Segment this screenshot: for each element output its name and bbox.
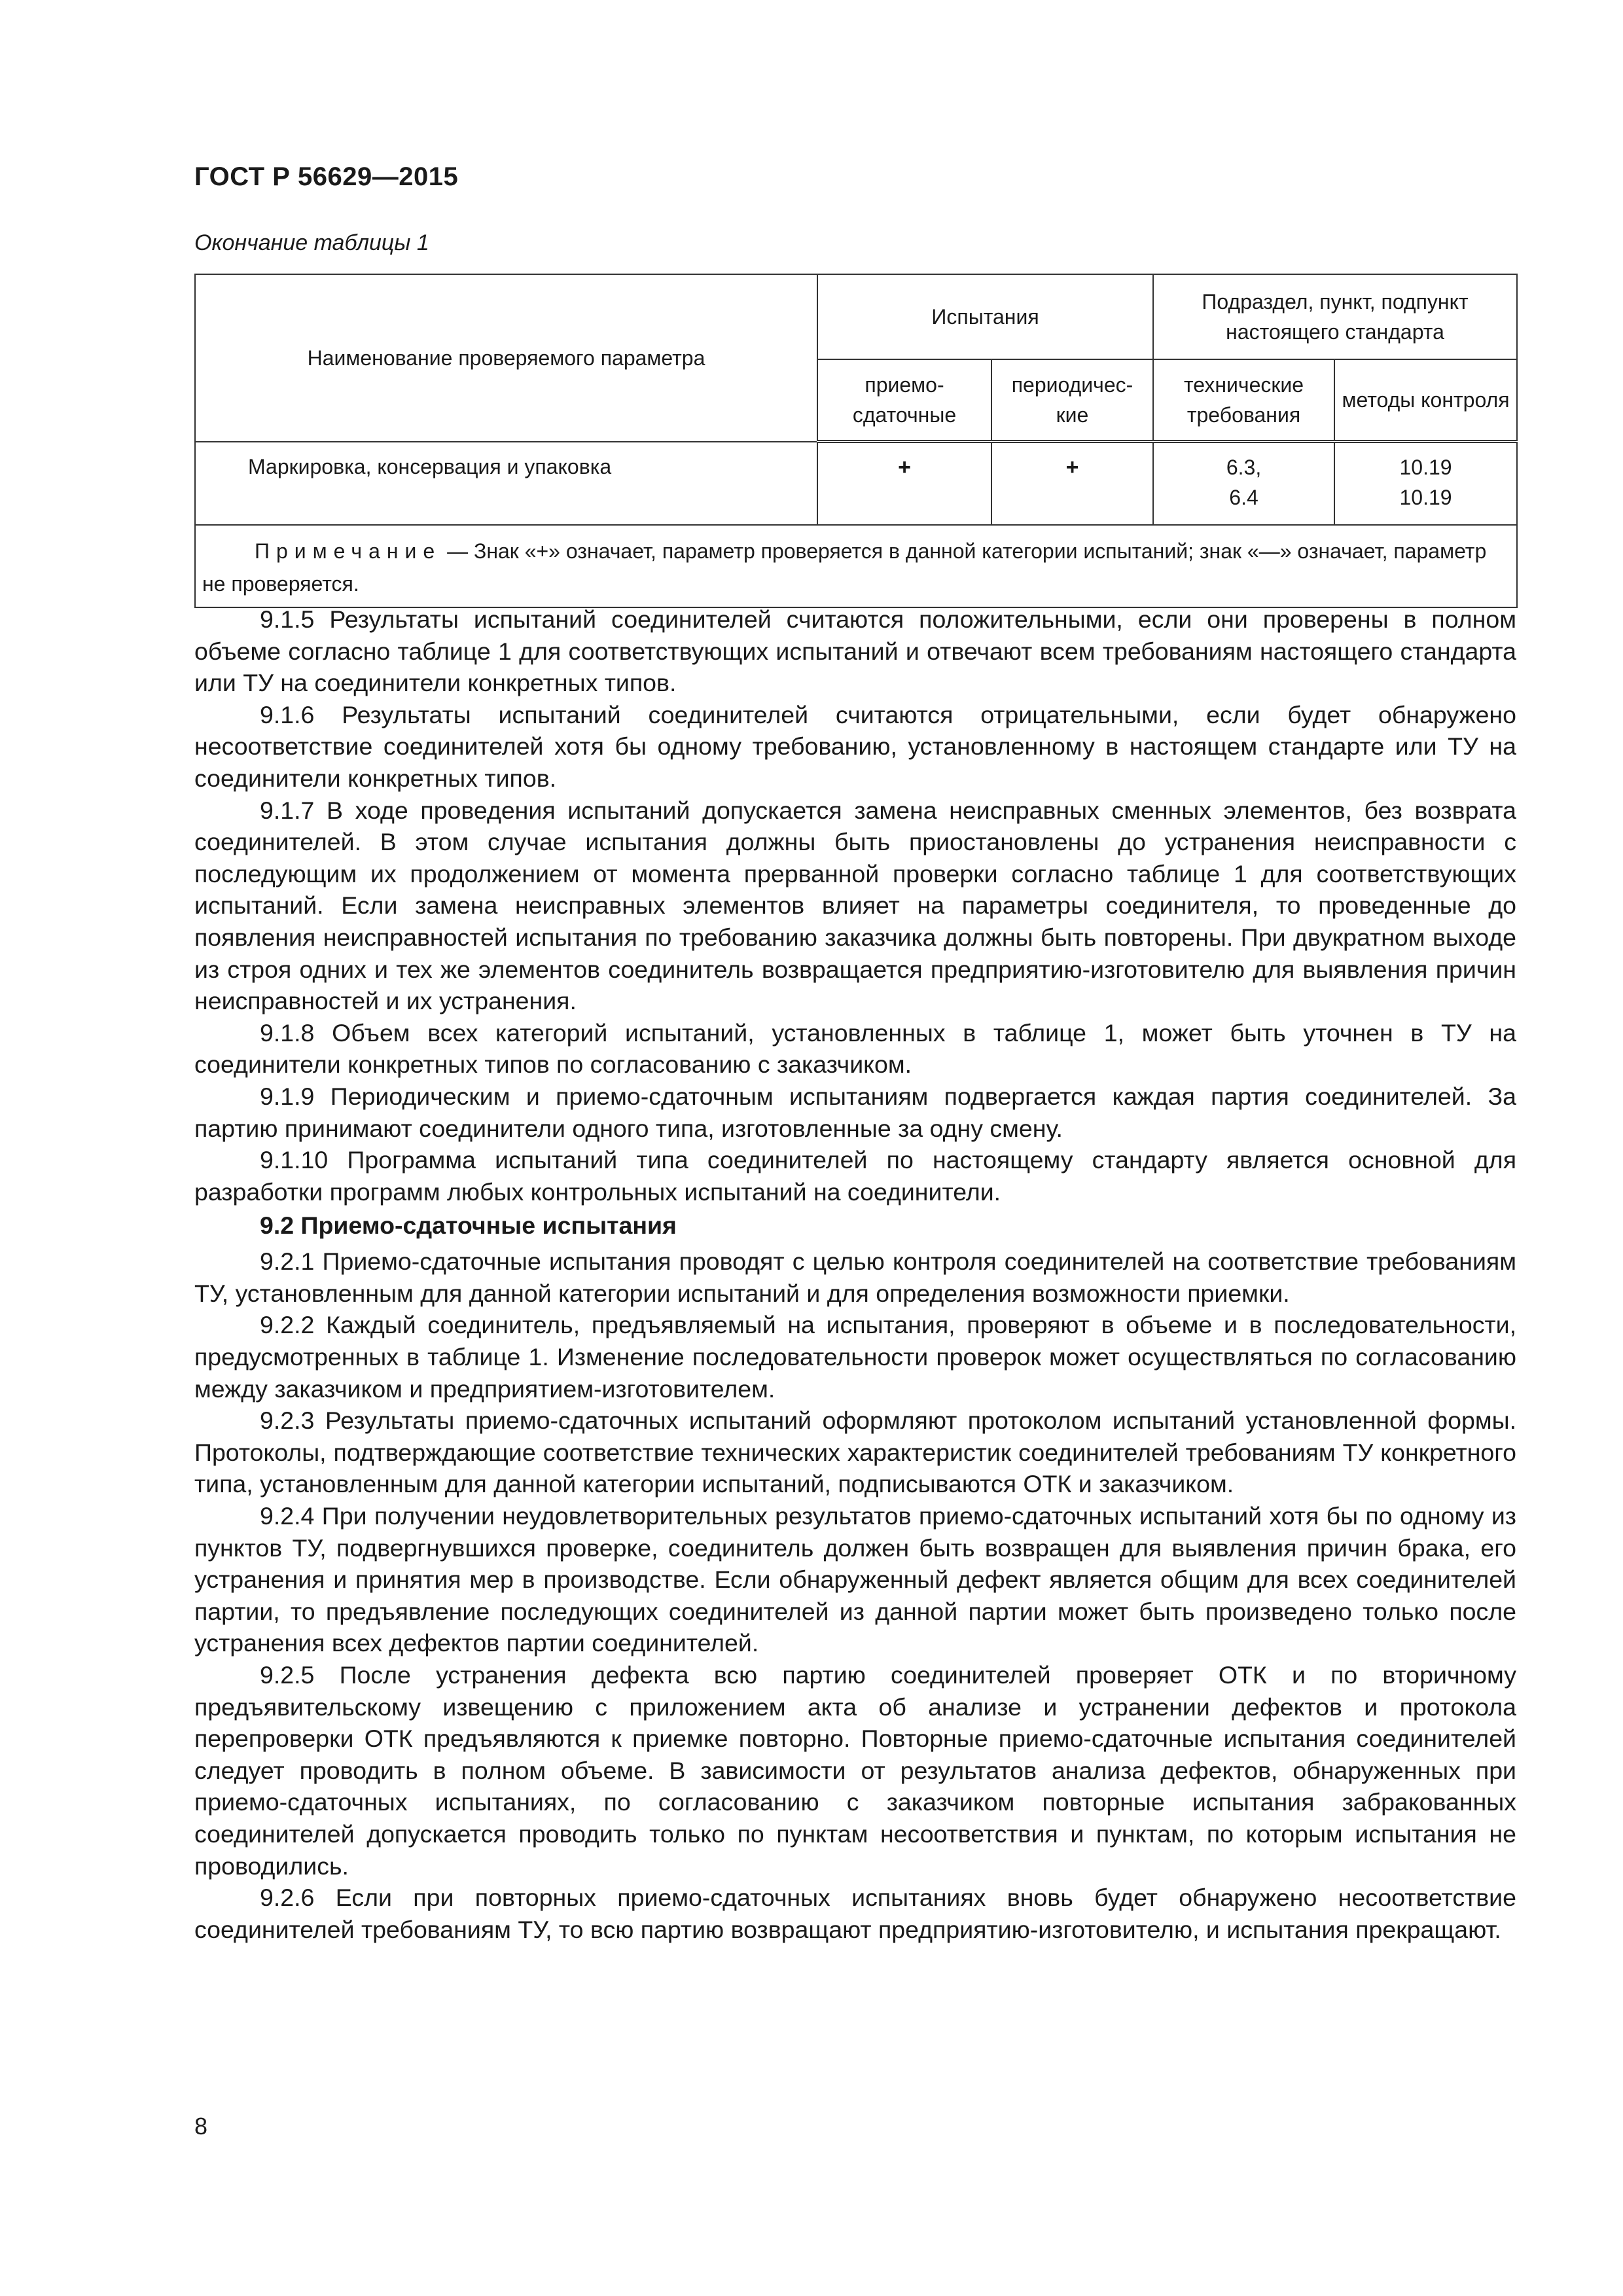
table-note-row	[195, 525, 1517, 607]
note-label: Примечание	[255, 539, 442, 563]
row-acceptance-mark	[817, 442, 991, 526]
paragraph-9-2-3: 9.2.3 Результаты приемо-сдаточных испытаний оформляют протоколом испытаний установленной формы. Протоколы, подтверждающие соответствие технических характеристик соединителей требованиям ТУ конкретного типа, установленным для данной категории испытаний, подписываются ОТК и заказчиком.	[194, 1407, 1516, 1498]
header-parameter-name: Наименование проверяемого параметра	[195, 274, 817, 442]
document-code: ГОСТ Р 56629—2015	[194, 162, 459, 191]
paragraph-9-1-10: 9.1.10 Программа испытаний типа соединителей по настоящему стандарту является основной для разработки программ любых контрольных испытаний на соединители.	[194, 1146, 1516, 1206]
row-technical-requirements	[1153, 442, 1334, 526]
paragraph-9-1-7: 9.1.7 В ходе проведения испытаний допускается замена неисправных сменных элементов, без возврата соединителей. В этом случае испытания должны быть приостановлены до устранения неисправности с последующим их продолжением от момента прерванной проверки согласно таблице 1 для соответствующих испытаний. Если замена неисправных элементов влияет на параметры соединителя, то проведенные до появления неисправностей испытания по требованию заказчика должны быть повторены. При двукратном выходе из строя одних и тех же элементов соединитель возвращается предприятию-изготовителю для выявления причин неисправностей и их устранения.	[194, 796, 1516, 1015]
row-parameter: Маркировка, консервация и упаковка	[195, 442, 817, 526]
row-control-methods	[1334, 442, 1517, 526]
header-section-reference: Подраздел, пункт, подпункт настоящего стандарта	[1153, 274, 1517, 359]
paragraph-9-1-9: 9.1.9 Периодическим и приемо-сдаточным испытаниям подвергается каждая партия соединителей. За партию принимают соединители одного типа, изготовленные за одну смену.	[194, 1082, 1516, 1142]
paragraph-9-1-5: 9.1.5 Результаты испытаний соединителей считаются положительными, если они проверены в полном объеме согласно таблице 1 для соответствующих испытаний и отвечают всем требованиям настоящего стандарта или ТУ на соединители конкретных типов.	[194, 605, 1516, 697]
header-tests: Испытания	[817, 274, 1153, 359]
header-acceptance-tests: приемо-сдаточные	[817, 359, 991, 442]
table-note	[195, 525, 1517, 607]
plus-mark: +	[1065, 455, 1079, 480]
note-text: — Знак «+» означает, параметр проверяется в данной категории испытаний; знак «—» означает, параметр не проверяется.	[202, 539, 1487, 596]
method-ref-1: 10.19	[1399, 456, 1452, 479]
table-caption: Окончание таблицы 1	[194, 230, 429, 255]
paragraph-9-2-6: 9.2.6 Если при повторных приемо-сдаточных испытаниях вновь будет обнаружено несоответствие соединителей требованиям ТУ, то всю партию возвращают предприятию-изготовителю, и испытания прекращают.	[194, 1884, 1516, 1943]
paragraph-9-1-8: 9.1.8 Объем всех категорий испытаний, установленных в таблице 1, может быть уточнен в ТУ на соединители конкретных типов по согласованию с заказчиком.	[194, 1018, 1516, 1079]
header-technical-requirements: технические требования	[1153, 359, 1334, 442]
table-header-row	[195, 274, 1517, 359]
page-number: 8	[194, 2113, 208, 2140]
method-ref-2: 10.19	[1399, 486, 1452, 509]
tech-ref-1: 6.3,	[1226, 456, 1262, 479]
paragraph-9-2-2: 9.2.2 Каждый соединитель, предъявляемый на испытания, проверяют в объеме и в последовательности, предусмотренных в таблице 1. Изменение последовательности проверок может осуществляться по согласованию между заказчиком и предприятием-изготовителем.	[194, 1311, 1516, 1403]
plus-mark: +	[898, 455, 911, 480]
section-heading-9-2: 9.2 Приемо-сдаточные испытания	[260, 1211, 677, 1240]
tech-ref-2: 6.4	[1229, 486, 1258, 509]
table-row	[195, 442, 1517, 526]
header-periodic-tests: периодичес-кие	[991, 359, 1153, 442]
row-periodic-mark	[991, 442, 1153, 526]
header-control-methods: методы контроля	[1334, 359, 1517, 442]
body-text	[194, 603, 1516, 1945]
parameters-table	[194, 274, 1518, 608]
paragraph-9-2-1: 9.2.1 Приемо-сдаточные испытания проводят с целью контроля соединителей на соответствие требованиям ТУ, установленным для данной категории испытаний и для определения возможности приемки.	[194, 1247, 1516, 1307]
paragraph-9-2-5: 9.2.5 После устранения дефекта всю партию соединителей проверяет ОТК и по вторичному предъявительскому извещению с приложением акта об анализе и устранении дефектов и протокола перепроверки ОТК предъявляются к приемке повторно. Повторные приемо-сдаточные испытания соединителей следует проводить в полном объеме. В зависимости от результатов анализа дефектов, обнаруженных при приемо-сдаточных испытаниях, по согласованию с заказчиком повторные испытания забракованных соединителей допускается проводить только по пунктам несоответствия и пунктам, по которым испытания не проводились.	[194, 1661, 1516, 1880]
paragraph-9-1-6: 9.1.6 Результаты испытаний соединителей считаются отрицательными, если будет обнаружено несоответствие соединителей хотя бы одному требованию, установленному в настоящем стандарте или ТУ на соединители конкретных типов.	[194, 700, 1516, 792]
paragraph-9-2-4: 9.2.4 При получении неудовлетворительных результатов приемо-сдаточных испытаний хотя бы по одному из пунктов ТУ, подвергнувшихся проверке, соединитель должен быть возвращен для выявления причин брака, его устранения и принятия мер в производстве. Если обнаруженный дефект является общим для всех соединителей партии, то предъявление последующих соединителей из данной партии может быть произведено только после устранения всех дефектов партии соединителей.	[194, 1502, 1516, 1657]
